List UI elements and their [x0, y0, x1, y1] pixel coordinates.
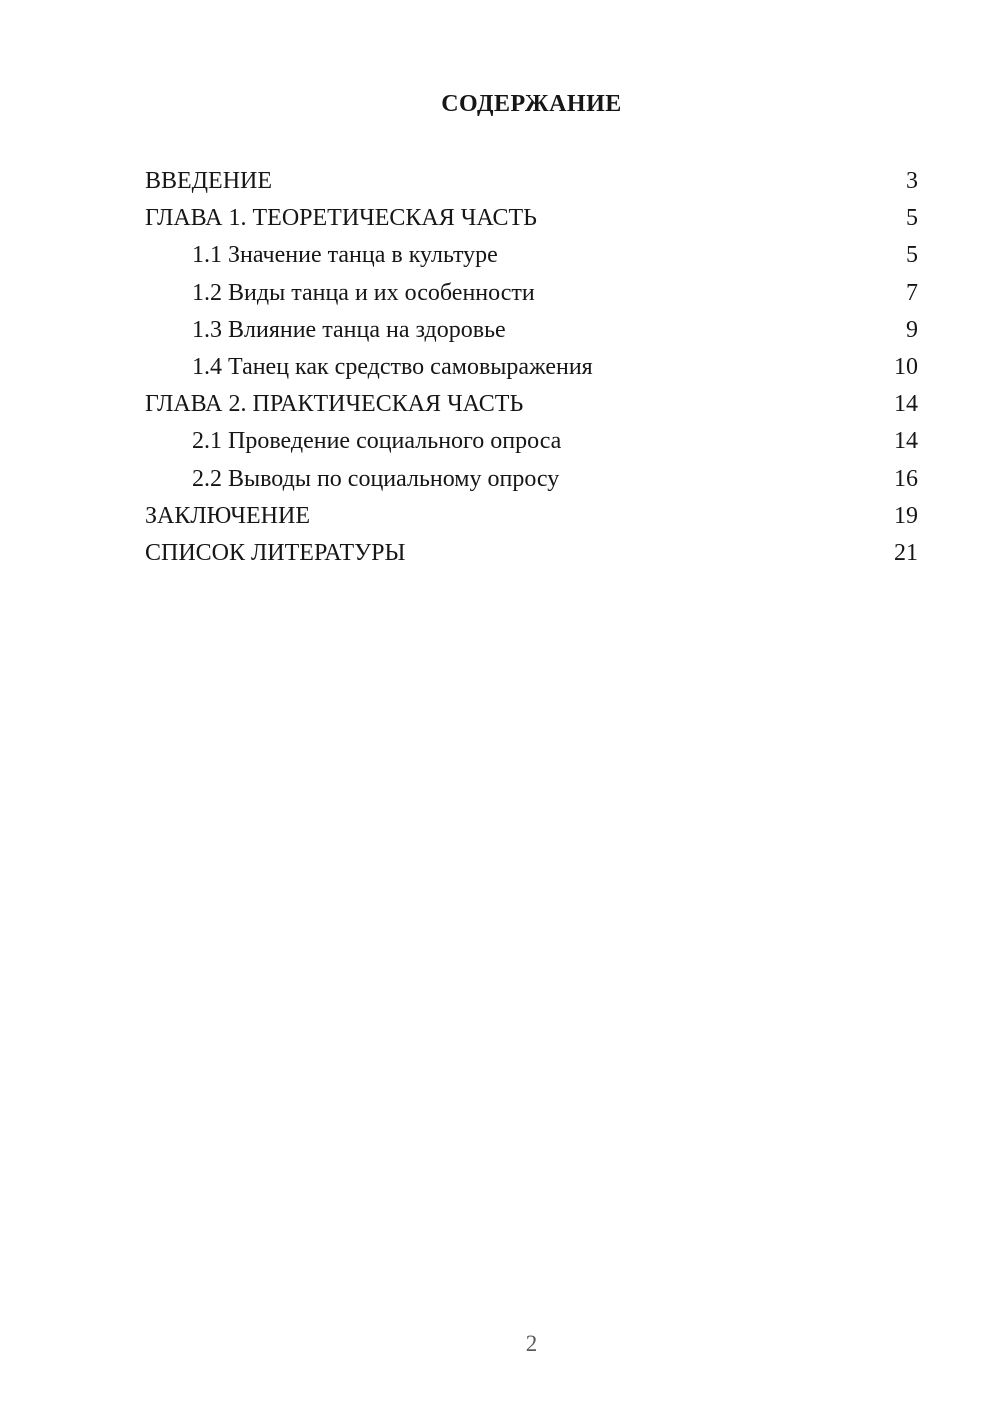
toc-entry-page: 10	[894, 353, 918, 380]
footer-page-number: 2	[525, 1331, 538, 1356]
toc-entry	[145, 237, 918, 274]
toc-entry-label: 1.4 Танец как средство самовыражения	[192, 353, 593, 380]
toc-entry-page: 9	[906, 316, 918, 343]
toc-entry-label: 1.3 Влияние танца на здоровье	[192, 316, 506, 343]
toc-entry	[145, 349, 918, 386]
toc-entry-page: 14	[894, 428, 918, 455]
toc-entry-page: 16	[894, 465, 918, 492]
toc-entry-label: 1.2 Виды танца и их особенности	[192, 279, 535, 306]
toc-entry-page: 5	[906, 242, 918, 269]
toc-entry	[145, 275, 918, 312]
toc-entry-label: 1.1 Значение танца в культуре	[192, 242, 498, 269]
toc-entry	[145, 498, 918, 535]
toc-entry-page: 5	[906, 205, 918, 232]
toc-entry-page: 3	[906, 168, 918, 194]
toc-entry	[145, 200, 918, 237]
toc-entry-page: 21	[894, 539, 918, 566]
table-of-contents	[145, 163, 918, 572]
toc-entry-label: ВВЕДЕНИЕ	[145, 168, 273, 194]
toc-entry-label: ГЛАВА 1. ТЕОРЕТИЧЕСКАЯ ЧАСТЬ	[145, 205, 537, 232]
toc-entry	[145, 461, 918, 498]
toc-entry-label: 2.1 Проведение социального опроса	[192, 428, 562, 455]
toc-entry-label: ГЛАВА 2. ПРАКТИЧЕСКАЯ ЧАСТЬ	[145, 391, 524, 418]
toc-entry	[145, 535, 918, 572]
toc-entry-page: 14	[894, 391, 918, 418]
page-title: СОДЕРЖАНИЕ	[441, 91, 622, 117]
toc-entry-label: СПИСОК ЛИТЕРАТУРЫ	[145, 539, 406, 566]
toc-entry-label: ЗАКЛЮЧЕНИЕ	[145, 502, 310, 529]
toc-entry-page: 19	[894, 502, 918, 529]
toc-entry	[145, 163, 918, 200]
toc-entry-page: 7	[906, 279, 918, 306]
toc-entry	[145, 312, 918, 349]
toc-entry	[145, 423, 918, 460]
toc-entry-label: 2.2 Выводы по социальному опросу	[192, 465, 560, 492]
toc-entry	[145, 386, 918, 423]
